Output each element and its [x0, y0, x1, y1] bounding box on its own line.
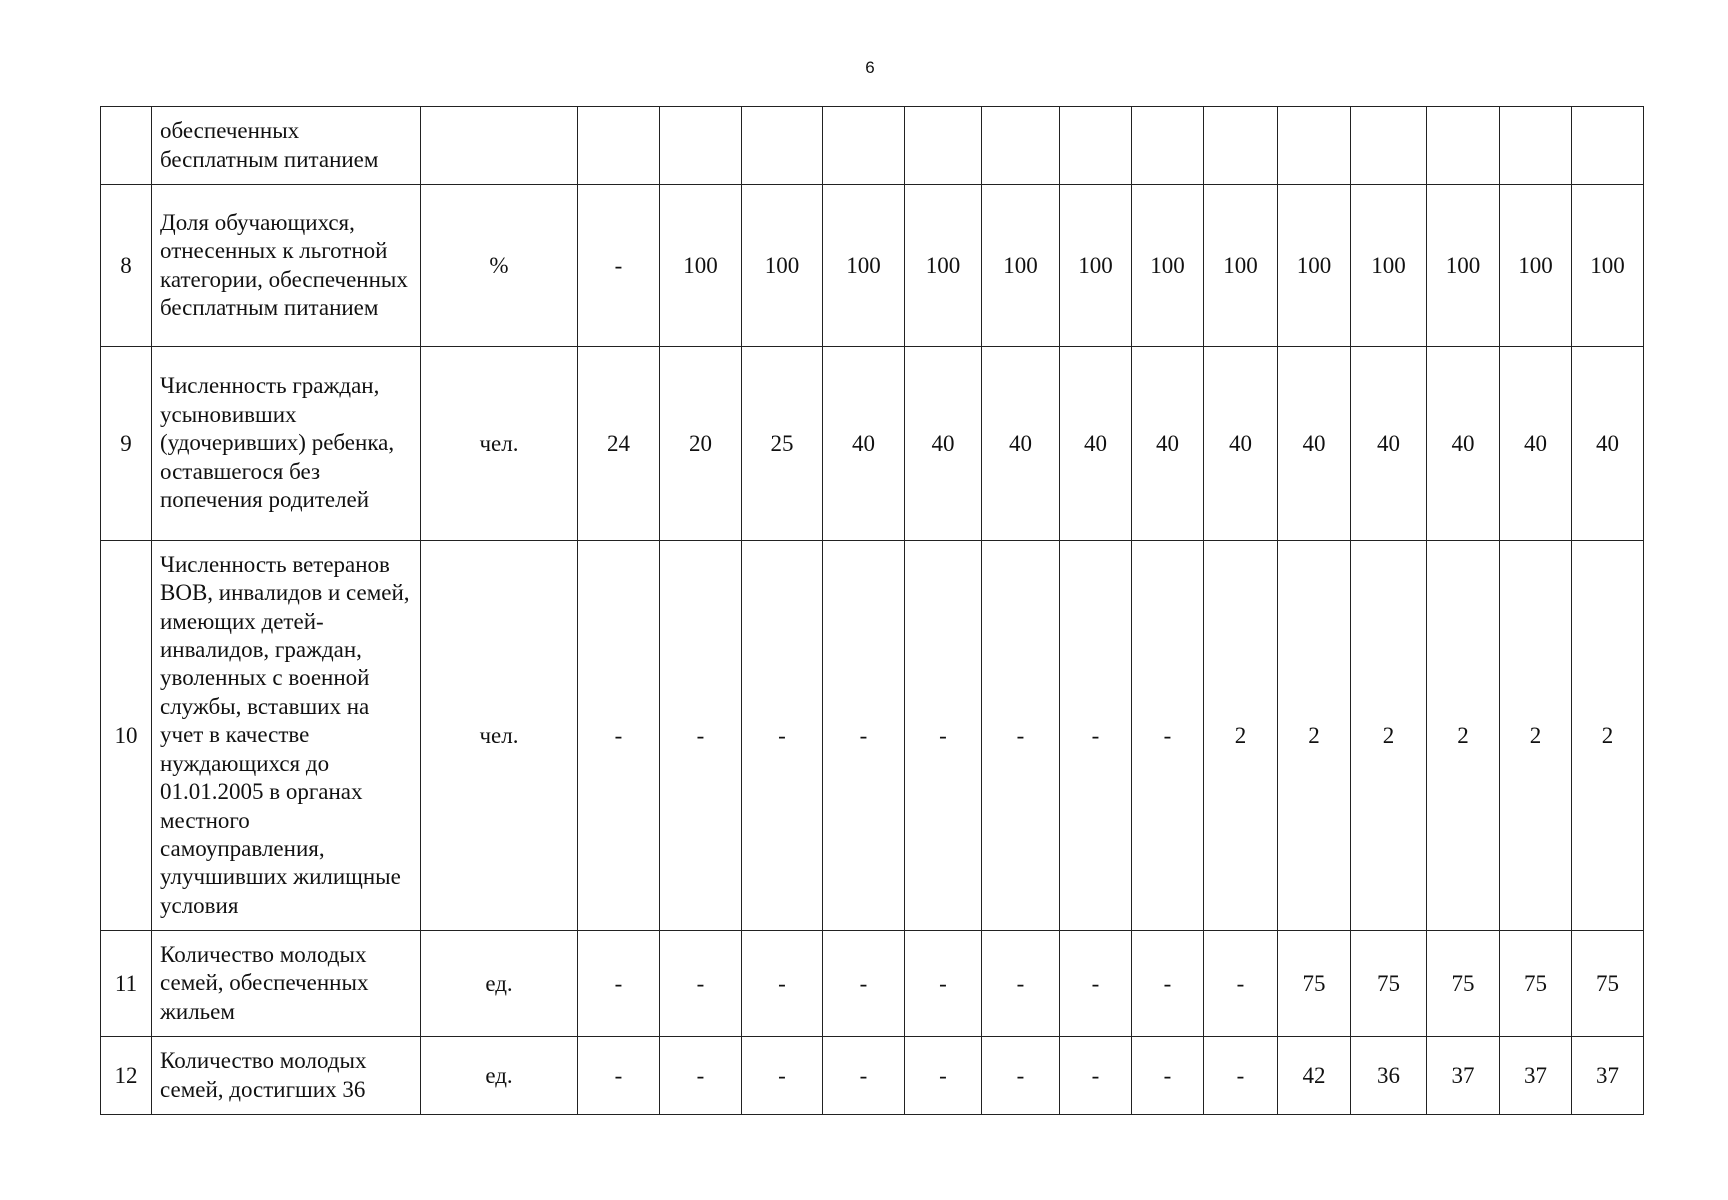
table-row [101, 1037, 1644, 1115]
unit-cell: ед. [421, 1037, 578, 1115]
value-cell: 37 [1572, 1037, 1644, 1115]
value-cell: - [660, 541, 742, 931]
value-cell [905, 107, 982, 185]
value-cell: - [982, 1037, 1060, 1115]
value-cell: 40 [1500, 347, 1572, 541]
unit-cell: ед. [421, 931, 578, 1037]
indicators-table [100, 106, 1644, 1115]
indicator-name-cell: Численность ветеранов ВОВ, инвалидов и семей, имеющих детей-инвалидов, граждан, уволенных с военной службы, вставших на учет в качестве нуждающихся до 01.01.2005 в органах местного самоуправления, улучшивших жилищные условия [152, 541, 421, 931]
value-cell [1060, 107, 1132, 185]
value-cell: 40 [982, 347, 1060, 541]
value-cell: 37 [1427, 1037, 1500, 1115]
value-cell: - [1204, 931, 1278, 1037]
value-cell [578, 107, 660, 185]
unit-cell [421, 107, 578, 185]
value-cell: 100 [1500, 185, 1572, 347]
indicator-name-cell: Доля обучающихся, отнесенных к льготной категории, обеспеченных бесплатным питанием [152, 185, 421, 347]
value-cell: - [1060, 931, 1132, 1037]
value-cell: 40 [1278, 347, 1351, 541]
indicator-name-cell: Количество молодых семей, достигших 36 [152, 1037, 421, 1115]
value-cell: 40 [1132, 347, 1204, 541]
value-cell: - [1132, 541, 1204, 931]
value-cell: 100 [982, 185, 1060, 347]
value-cell: 2 [1572, 541, 1644, 931]
value-cell: 100 [1351, 185, 1427, 347]
value-cell: 100 [1132, 185, 1204, 347]
value-cell: - [905, 931, 982, 1037]
value-cell: 25 [742, 347, 823, 541]
indicator-name-cell: обеспеченных бесплатным питанием [152, 107, 421, 185]
value-cell: 100 [660, 185, 742, 347]
table-row [101, 185, 1644, 347]
unit-cell: чел. [421, 347, 578, 541]
value-cell: - [660, 1037, 742, 1115]
indicator-name-cell: Численность граждан, усыновивших (удочеривших) ребенка, оставшегося без попечения родителей [152, 347, 421, 541]
value-cell: 40 [1427, 347, 1500, 541]
value-cell: 37 [1500, 1037, 1572, 1115]
value-cell: - [1132, 931, 1204, 1037]
value-cell: - [1204, 1037, 1278, 1115]
value-cell: 100 [1278, 185, 1351, 347]
value-cell: 40 [823, 347, 905, 541]
page-number: 6 [865, 58, 875, 77]
row-number-cell: 9 [101, 347, 152, 541]
value-cell: 40 [1060, 347, 1132, 541]
value-cell: 42 [1278, 1037, 1351, 1115]
unit-cell: % [421, 185, 578, 347]
value-cell: 75 [1278, 931, 1351, 1037]
value-cell: - [905, 1037, 982, 1115]
value-cell: 2 [1278, 541, 1351, 931]
value-cell: - [982, 541, 1060, 931]
table-row [101, 107, 1644, 185]
value-cell: 40 [1351, 347, 1427, 541]
value-cell: - [1132, 1037, 1204, 1115]
value-cell: 40 [905, 347, 982, 541]
value-cell [1500, 107, 1572, 185]
value-cell: 100 [905, 185, 982, 347]
value-cell: 2 [1427, 541, 1500, 931]
value-cell: 75 [1572, 931, 1644, 1037]
value-cell: - [905, 541, 982, 931]
value-cell [1278, 107, 1351, 185]
value-cell: - [823, 541, 905, 931]
value-cell [982, 107, 1060, 185]
unit-cell: чел. [421, 541, 578, 931]
indicator-name-cell: Количество молодых семей, обеспеченных жильем [152, 931, 421, 1037]
table-body [101, 107, 1644, 1115]
value-cell: - [742, 541, 823, 931]
value-cell [1351, 107, 1427, 185]
table-row [101, 347, 1644, 541]
table-row [101, 541, 1644, 931]
value-cell: 40 [1572, 347, 1644, 541]
value-cell: - [578, 931, 660, 1037]
row-number-cell: 8 [101, 185, 152, 347]
value-cell: - [742, 1037, 823, 1115]
value-cell [1572, 107, 1644, 185]
value-cell: - [660, 931, 742, 1037]
value-cell: - [578, 541, 660, 931]
value-cell: 75 [1427, 931, 1500, 1037]
value-cell: 75 [1351, 931, 1427, 1037]
value-cell: 100 [1204, 185, 1278, 347]
value-cell [660, 107, 742, 185]
value-cell: 100 [742, 185, 823, 347]
row-number-cell: 11 [101, 931, 152, 1037]
value-cell: 20 [660, 347, 742, 541]
value-cell: - [578, 1037, 660, 1115]
value-cell: 100 [823, 185, 905, 347]
row-number-cell [101, 107, 152, 185]
value-cell: - [742, 931, 823, 1037]
row-number-cell: 12 [101, 1037, 152, 1115]
value-cell: - [1060, 541, 1132, 931]
value-cell: - [982, 931, 1060, 1037]
value-cell: 75 [1500, 931, 1572, 1037]
value-cell: - [578, 185, 660, 347]
row-number-cell: 10 [101, 541, 152, 931]
value-cell: 100 [1572, 185, 1644, 347]
value-cell: - [823, 1037, 905, 1115]
value-cell: - [1060, 1037, 1132, 1115]
value-cell: 100 [1427, 185, 1500, 347]
value-cell: 40 [1204, 347, 1278, 541]
value-cell: 2 [1351, 541, 1427, 931]
value-cell [1427, 107, 1500, 185]
table-row [101, 931, 1644, 1037]
value-cell [742, 107, 823, 185]
value-cell: 2 [1204, 541, 1278, 931]
value-cell: 100 [1060, 185, 1132, 347]
value-cell: 36 [1351, 1037, 1427, 1115]
value-cell [1132, 107, 1204, 185]
value-cell: 2 [1500, 541, 1572, 931]
value-cell: - [823, 931, 905, 1037]
value-cell: 24 [578, 347, 660, 541]
value-cell [823, 107, 905, 185]
value-cell [1204, 107, 1278, 185]
